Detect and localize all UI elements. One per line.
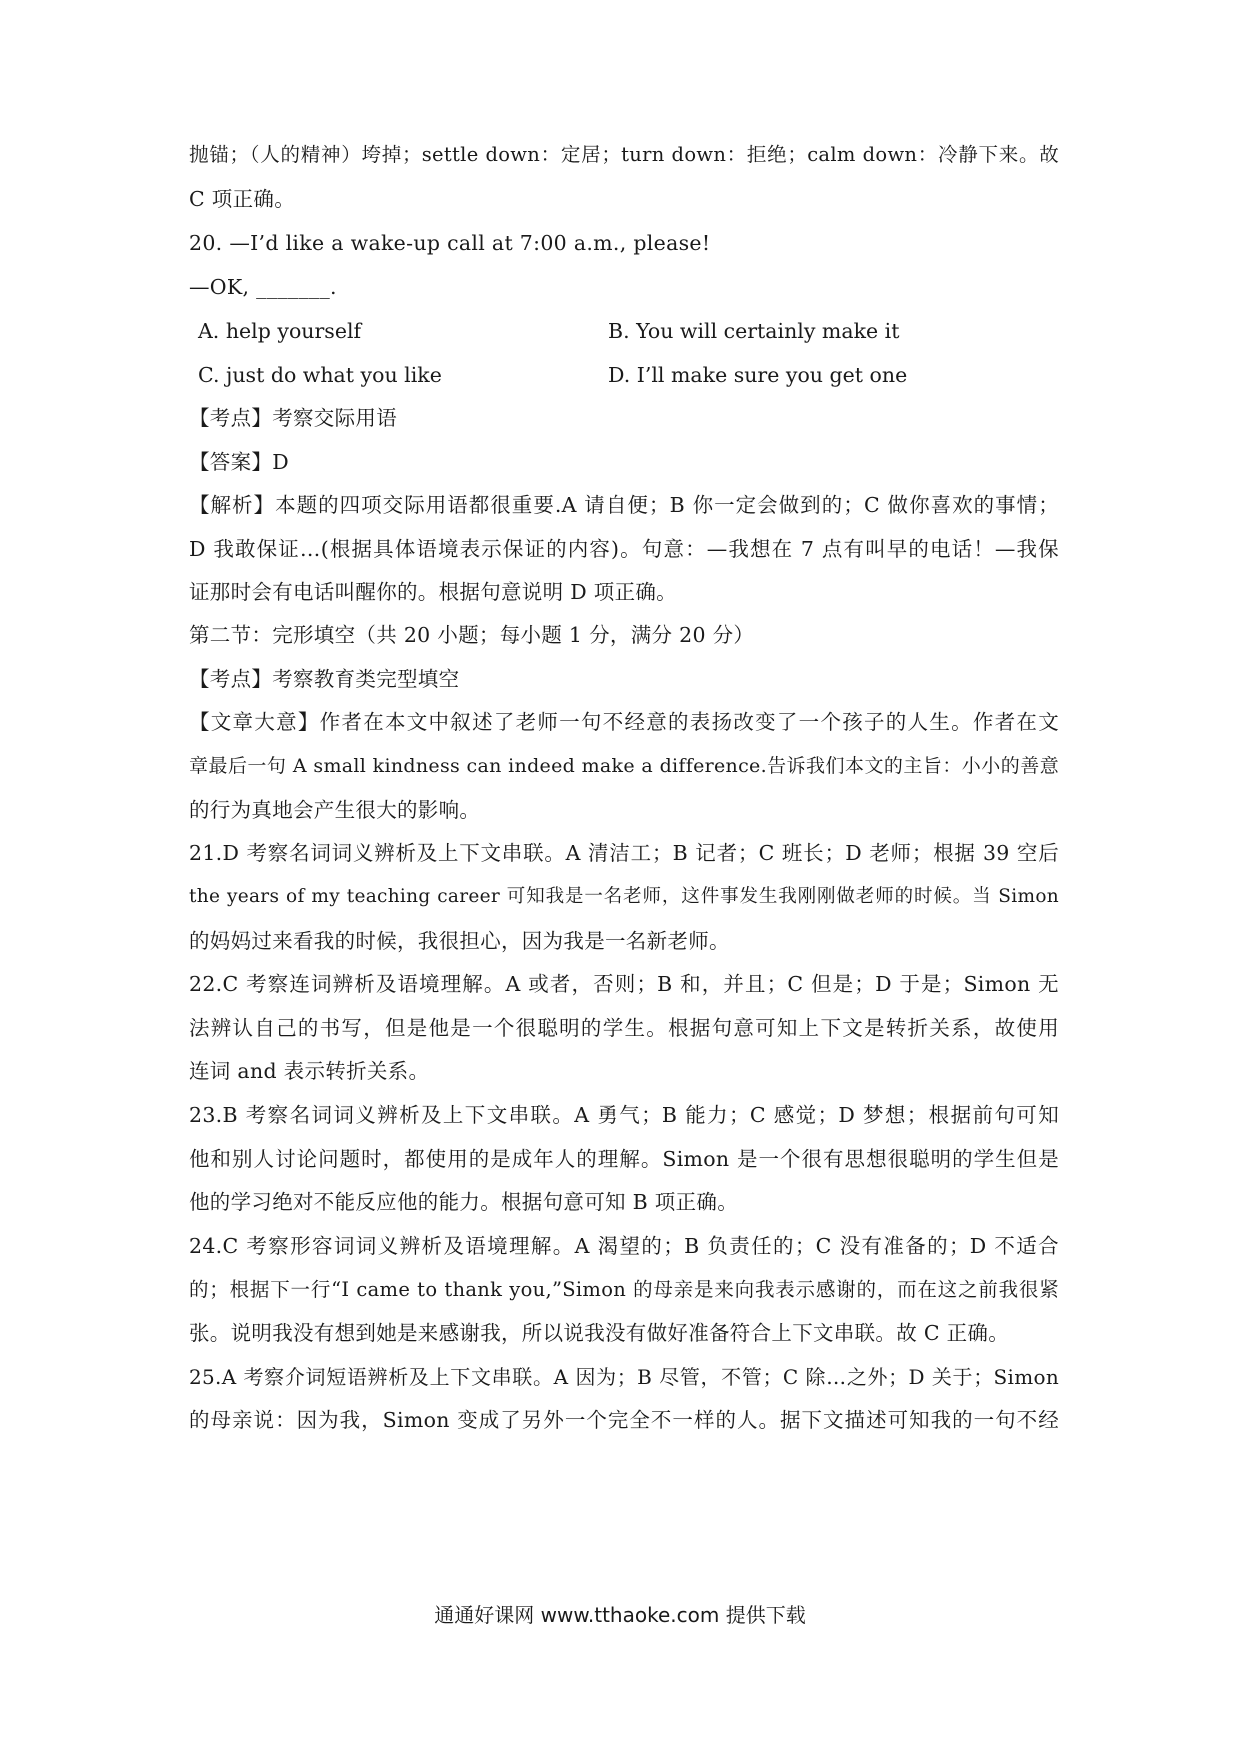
option-a: A. help yourself <box>198 319 362 343</box>
text-line: 张。说明我没有想到她是来感谢我，所以说我没有做好准备符合上下文串联。故 C 正确。 <box>189 1321 1010 1345</box>
text-line: 23.B 考察名词词义辨析及上下文串联。A 勇气；B 能力；C 感觉；D 梦想；根据前句可知 <box>189 1103 1059 1127</box>
text-line: 24.C 考察形容词词义辨析及语境理解。A 渴望的；B 负责任的；C 没有准备的；D 不适合 <box>189 1234 1059 1258</box>
text-line: 的；根据下一行“I came to thank you,”Simon 的母亲是来向我表示感谢的，而在这之前我很紧 <box>189 1278 1059 1301</box>
option-c: C. just do what you like <box>198 363 442 387</box>
text-line: 25.A 考察介词短语辨析及上下文串联。A 因为；B 尽管，不管；C 除…之外；D 关于；Simon <box>189 1365 1059 1389</box>
text-line: 22.C 考察连词辨析及语境理解。A 或者，否则；B 和，并且；C 但是；D 于是；Simon 无 <box>189 972 1059 996</box>
text-line: 的行为真地会产生很大的影响。 <box>189 798 481 822</box>
text-line: 连词 and 表示转折关系。 <box>189 1059 430 1083</box>
kaodian-line: 【考点】考察教育类完型填空 <box>189 667 460 691</box>
answer-line: 【答案】D <box>189 450 289 474</box>
text-line: C 项正确。 <box>189 187 296 211</box>
kaodian-line: 【考点】考察交际用语 <box>189 406 397 430</box>
option-b: B. You will certainly make it <box>608 319 900 343</box>
text-line: 的母亲说：因为我，Simon 变成了另外一个完全不一样的人。据下文描述可知我的一句不经 <box>189 1408 1059 1432</box>
text-line: 章最后一句 A small kindness can indeed make a difference.告诉我们本文的主旨：小小的善意 <box>189 755 1059 777</box>
text-line: D 我敢保证…(根据具体语境表示保证的内容)。句意：—我想在 7 点有叫早的电话！—我保 <box>189 537 1059 561</box>
section-heading: 第二节：完形填空（共 20 小题；每小题 1 分，满分 20 分） <box>189 623 755 647</box>
text-line: 21.D 考察名词词义辨析及上下文串联。A 清洁工；B 记者；C 班长；D 老师；根据 39 空后 <box>189 841 1059 865</box>
text-line: 的妈妈过来看我的时候，我很担心，因为我是一名新老师。 <box>189 929 730 953</box>
option-d: D. I’ll make sure you get one <box>608 363 908 387</box>
text-line: 他的学习绝对不能反应他的能力。根据句意可知 B 项正确。 <box>189 1190 738 1214</box>
text-line: 法辨认自己的书写，但是他是一个很聪明的学生。根据句意可知上下文是转折关系，故使用 <box>189 1016 1059 1040</box>
question-20-response: —OK, _______. <box>189 275 337 299</box>
text-line: 他和别人讨论问题时，都使用的是成年人的理解。Simon 是一个很有思想很聪明的学生但是 <box>189 1147 1059 1171</box>
text-line: 抛锚；（人的精神）垮掉；settle down：定居；turn down：拒绝；calm down：冷静下来。故 <box>189 143 1059 166</box>
question-20-stem: 20. —I’d like a wake-up call at 7:00 a.m., please! <box>189 231 711 255</box>
text-line: 【解析】本题的四项交际用语都很重要.A 请自便；B 你一定会做到的；C 做你喜欢的事情； <box>189 493 1059 517</box>
text-line: 【文章大意】作者在本文中叙述了老师一句不经意的表扬改变了一个孩子的人生。作者在文 <box>189 710 1059 734</box>
text-line: the years of my teaching career 可知我是一名老师，这件事发生我刚刚做老师的时候。当 Simon <box>189 886 1059 907</box>
text-line: 证那时会有电话叫醒你的。根据句意说明 D 项正确。 <box>189 580 677 604</box>
page-footer: 通通好课网 www.tthaoke.com 提供下载 <box>434 1603 806 1627</box>
